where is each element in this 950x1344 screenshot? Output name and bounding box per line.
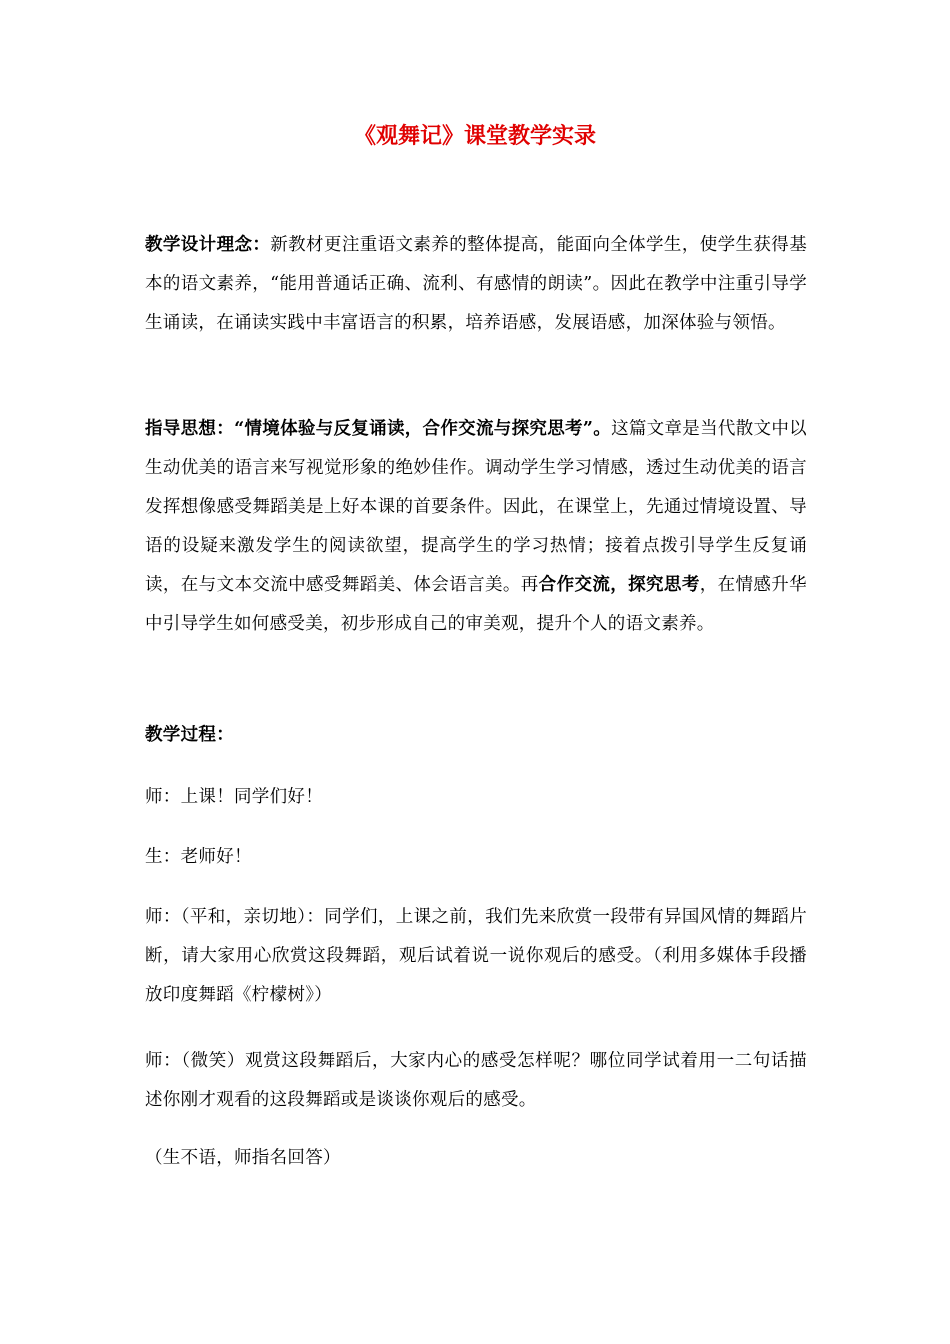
dialogue-line: 师：上课！同学们好！ <box>145 787 323 807</box>
dialogue-line: 师：（平和，亲切地）：同学们，上课之前，我们先来欣赏一段带有异国风情的舞蹈片断，请大家用心欣赏这段舞蹈，观后试着说一说你观后的感受。（利用多媒体手段播放印度舞蹈《柠檬树》） <box>145 907 807 1005</box>
guiding-idea-paragraph <box>145 410 807 644</box>
guiding-idea-text-a: 这篇文章是当代散文中以生动优美的语言来写视觉形象的绝妙佳作。调动学生学习情感，透过生动优美的语言发挥想像感受舞蹈美是上好本课的首要条件。因此，在课堂上，先通过情境设置、导语的设疑来激发学生的阅读欲望，提高学生的学习热情；接着点拨引导学生反复诵读，在与文本交流中感受舞蹈美、体会语言美。再 <box>145 419 807 595</box>
guiding-idea-quote: “情境体验与反复诵读，合作交流与探究思考”。 <box>234 419 612 439</box>
dialogue-line: 生：老师好！ <box>145 847 252 867</box>
dialogue-line: 师：（微笑）观赏这段舞蹈后，大家内心的感受怎样呢？哪位同学试着用一二句话描述你刚才观看的这段舞蹈或是谈谈你观后的感受。 <box>145 1051 807 1110</box>
design-concept-text: 新教材更注重语文素养的整体提高，能面向全体学生，使学生获得基本的语文素养，“能用普通话正确、流利、有感情的朗读”。因此在教学中注重引导学生诵读，在诵读实践中丰富语言的积累，培养语感，发展语感，加深体验与领悟。 <box>145 235 807 333</box>
design-concept-label: 教学设计理念： <box>145 235 271 255</box>
guiding-idea-text-b: ，在情感升华中引导学生如何感受美，初步形成自己的审美观，提升个人的语文素养。 <box>145 575 807 634</box>
guiding-idea-label: 指导思想： <box>145 419 235 439</box>
guiding-idea-bold-mid: 合作交流，探究思考 <box>538 575 700 595</box>
teaching-process-heading: 教学过程： <box>145 725 234 745</box>
stage-direction: （生不语，师指名回答） <box>145 1148 341 1168</box>
design-concept-paragraph <box>145 226 807 343</box>
document-title: 《观舞记》课堂教学实录 <box>353 123 596 149</box>
